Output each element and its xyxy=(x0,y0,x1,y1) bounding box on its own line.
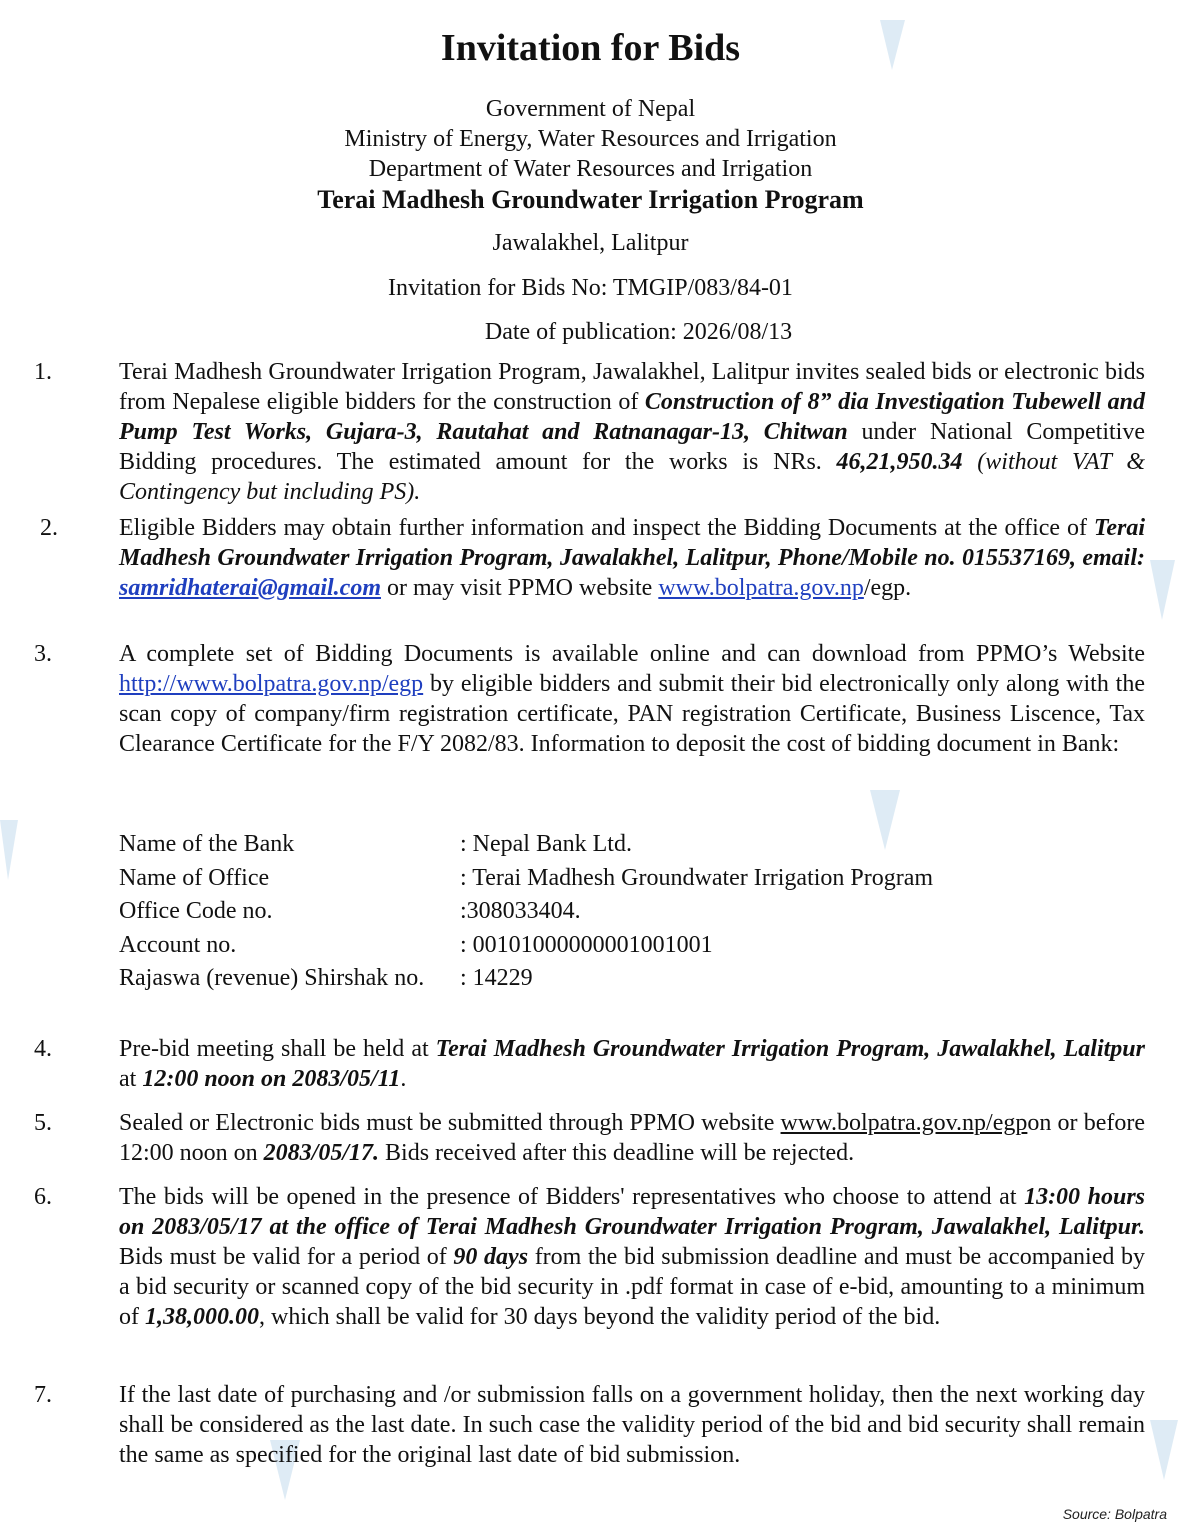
text: Terai Madhesh Groundwater Irrigation Program, Jawalakhel, Lalitpur invites sealed bids or electronic bids from Nepalese eligible bidders for the construction of xyxy=(119,359,1145,415)
item-text xyxy=(119,357,1145,507)
text: A complete set of Bidding Documents is available online and can download from PPMO’s Website xyxy=(119,641,1145,667)
bank-value: :308033404. xyxy=(460,898,581,924)
validity-period: 90 days xyxy=(453,1244,529,1270)
bank-value: : Nepal Bank Ltd. xyxy=(460,831,632,857)
text: on or before 12:00 noon on xyxy=(119,1110,1145,1166)
ifb-number: Invitation for Bids No: TMGIP/083/84-01 xyxy=(388,275,793,301)
egp-link[interactable]: www.bolpatra.gov.np/egp xyxy=(780,1110,1028,1136)
bank-row xyxy=(119,862,933,896)
gov-line: Government of Nepal xyxy=(485,96,696,122)
item-number: 4. xyxy=(34,1036,52,1062)
item-text: If the last date of purchasing and /or submission falls on a government holiday, then the next working day shall be considered as the last date. In such case the validity period of the bid and bid security shall remain the same as specified for the original last date of bid submission. xyxy=(119,1382,1145,1468)
text: The bids will be opened in the presence of Bidders' representatives who choose to attend at xyxy=(119,1184,1025,1210)
item-text xyxy=(119,1034,1145,1094)
amount-note: (without VAT & Contingency but including PS). xyxy=(119,449,1146,505)
bank-label: Name of the Bank xyxy=(119,831,295,857)
text: /egp. xyxy=(863,575,912,601)
item-number: 7. xyxy=(34,1382,52,1408)
text: or may visit PPMO website xyxy=(380,575,659,601)
location-line: Jawalakhel, Lalitpur xyxy=(492,230,689,256)
email-link[interactable]: samridhaterai@gmail.com xyxy=(119,575,381,601)
item-number: 3. xyxy=(34,641,52,667)
opening-details: 13:00 hours on 2083/05/17 at the office of Terai Madhesh Groundwater Irrigation Program, Jawalakhel, Lalitpur. xyxy=(119,1184,1145,1240)
text: . xyxy=(400,1066,407,1092)
bank-row xyxy=(119,828,933,862)
item-number: 2. xyxy=(40,515,58,541)
egp-link[interactable]: http://www.bolpatra.gov.np/egp xyxy=(119,671,424,697)
publication-date: Date of publication: 2026/08/13 xyxy=(484,319,793,345)
website-link[interactable]: www.bolpatra.gov.np xyxy=(658,575,864,601)
text: under National Competitive Bidding procedures. The estimated amount for the works is NRs. xyxy=(119,419,1145,475)
text: Pre-bid meeting shall be held at xyxy=(119,1036,436,1062)
bank-row xyxy=(119,962,933,996)
text: from the bid submission deadline and must be accompanied by a bid security or scanned copy of the bid security in .pdf format in case of e-bid, amounting to a minimum of xyxy=(119,1244,1145,1330)
page-title: Invitation for Bids xyxy=(440,27,741,69)
text: Bids must be valid for a period of xyxy=(119,1244,454,1270)
item-text xyxy=(119,639,1145,759)
bank-label: Name of Office xyxy=(119,864,270,891)
bank-label: Account no. xyxy=(119,931,237,958)
department-line: Department of Water Resources and Irrigation xyxy=(368,156,813,182)
item-text xyxy=(119,513,1145,603)
text: Sealed or Electronic bids must be submitted through PPMO website xyxy=(119,1110,781,1136)
bank-value: : Terai Madhesh Groundwater Irrigation Program xyxy=(460,864,934,891)
text: Bids received after this deadline will be rejected. xyxy=(379,1140,855,1166)
bank-value: : 00101000000001001001 xyxy=(460,931,713,958)
meeting-time: 12:00 noon on 2083/05/11 xyxy=(142,1066,401,1092)
office-contact: Terai Madhesh Groundwater Irrigation Program, Jawalakhel, Lalitpur, Phone/Mobile no. 015537169, email: xyxy=(119,515,1145,571)
bank-label: Office Code no. xyxy=(119,898,273,924)
bid-security-amount: 1,38,000.00 xyxy=(145,1304,259,1330)
text: by eligible bidders and submit their bid electronically only along with the scan copy of company/firm registration certificate, PAN registration Certificate, Business Liscence, Tax Clearance Certificate for the F/Y 2082/83. Information to deposit the cost of bidding document in Bank: xyxy=(119,671,1145,757)
bank-row xyxy=(119,895,933,929)
text: , which shall be valid for 30 days beyond the validity period of the bid. xyxy=(259,1304,941,1330)
deadline-date: 2083/05/17. xyxy=(263,1140,380,1166)
text: Eligible Bidders may obtain further information and inspect the Bidding Documents at the office of xyxy=(119,515,1094,541)
item-number: 1. xyxy=(34,359,52,385)
bank-label: Rajaswa (revenue) Shirshak no. xyxy=(119,965,425,991)
item-number: 5. xyxy=(34,1110,52,1136)
text: at xyxy=(119,1066,143,1092)
bank-details xyxy=(119,828,933,996)
estimated-amount: 46,21,950.34 xyxy=(836,449,963,475)
bank-value: : 14229 xyxy=(460,965,533,991)
source-credit: Source: Bolpatra xyxy=(1062,1506,1167,1522)
bank-row xyxy=(119,929,933,963)
program-name: Terai Madhesh Groundwater Irrigation Program xyxy=(317,185,864,214)
item-text xyxy=(119,1108,1145,1168)
meeting-venue: Terai Madhesh Groundwater Irrigation Program, Jawalakhel, Lalitpur xyxy=(435,1036,1145,1062)
item-text xyxy=(119,1182,1145,1332)
item-number: 6. xyxy=(34,1184,52,1210)
ministry-line: Ministry of Energy, Water Resources and Irrigation xyxy=(344,126,837,152)
project-name: Construction of 8” dia Investigation Tubewell and Pump Test Works, Gujara-3, Rautahat and Ratnanagar-13, Chitwan xyxy=(119,389,1145,445)
